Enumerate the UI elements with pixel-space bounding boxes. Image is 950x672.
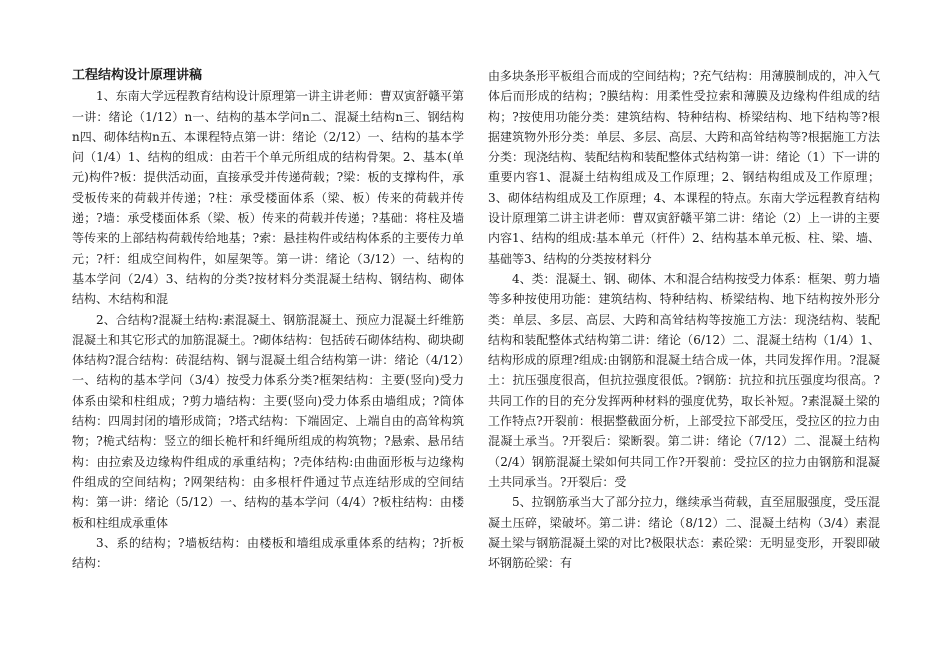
right-column [488,66,880,573]
paragraph-2: 2、合结构?混凝土结构:素混凝土、钢筋混凝土、预应力混凝土纤维筋混凝土和其它形式的加筋混凝土。?砌体结构：包括砖石砌体结构、砌块砌体结构?混合结构：砖混结构、钢与混凝土组合结构第一讲：绪论（4/12）一、结构的基本学问（3/4）按受力体系分类?框架结构：主要(竖向)受力体系由梁和柱组成；?剪力墙结构：主要(竖向)受力体系由墙组成；?筒体结构：四周封闭的墙形成筒；?塔式结构：下端固定、上端自由的高耸构筑物；?桅式结构：竖立的细长桅杆和纤绳所组成的构筑物；?悬索、悬吊结构：由拉索及边缘构件组成的承重结构；?壳体结构:由曲面形板与边缘构件组成的空间结构；?网架结构：由多根杆件通过节点连结形成的空间结构：第一讲：绪论（5/12）一、结构的基本学问（4/4）?板柱结构：由楼板和柱组成承重体 [72,312,464,530]
paragraph-1: 1、东南大学远程教育结构设计原理第一讲主讲老师：曹双寅舒赣平第一讲：绪论（1/12）n一、结构的基本学问n二、混凝土结构n三、钢结构n四、砌体结构n五、本课程特点第一讲：绪论（2/12）一、结构的基本学问（1/4）1、结构的组成：由若干个单元所组成的结构骨架。2、基本(单元)构件?板：提供活动面，直接承受并传递荷载；?梁：板的支撑构件，承受板传来的荷载并传递；?柱：承受楼面体系（梁、板）传来的荷载并传递；?墙：承受楼面体系（梁、板）传来的荷载并传递；?基础：将柱及墙等传来的上部结构荷载传给地基；?索：悬挂构件或结构体系的主要传力单元；?杆：组成空间构件，如屋架等。第一讲：绪论（3/12）一、结构的基本学问（2/4）3、结构的分类?按材料分类混凝土结构、钢结构、砌体结构、木结构和混 [72,89,464,307]
document-title: 工程结构设计原理讲稿 [72,68,203,83]
paragraph-3-continued: 由多块条形平板组合而成的空间结构；?充气结构：用薄膜制成的，冲入气体后而形成的结构；?膜结构：用柔性受拉索和薄膜及边缘构件组成的结构；?按使用功能分类：建筑结构、特种结构、桥梁结构、地下结构等?根据建筑物外形分类：单层、多层、高层、大跨和高耸结构等?根据施工方法分类：现浇结构、装配结构和装配整体式结构第一讲：绪论（1）下一讲的重要内容1、混凝土结构组成及工作原理；2、钢结构组成及工作原理；3、砌体结构组成及工作原理；4、本课程的特点。东南大学远程教育结构设计原理第二讲主讲老师：曹双寅舒赣平第二讲：绪论（2）上一讲的主要内容1、结构的组成:基本单元（杆件）2、结构基本单元板、柱、梁、墙、基础等3、结构的分类按材料分 [488,69,880,266]
paragraph-3: 3、系的结构；?墙板结构：由楼板和墙组成承重体系的结构；?折板结构： [72,535,464,571]
paragraph-5: 5、拉钢筋承当大了部分拉力，继续承当荷载，直至屈服强度，受压混凝土压碎，梁破坏。第二讲：绪论（8/12）二、混凝土结构（3/4）素混凝土梁与钢筋混凝土梁的对比?极限状态：素砼梁：无明显变形，开裂即破坏钢筋砼梁：有 [488,495,880,571]
paragraph-4: 4、类：混凝土、钢、砌体、木和混合结构按受力体系：框架、剪力墙等多种按使用功能：建筑结构、特种结构、桥梁结构、地下结构按外形分类：单层、多层、高层、大跨和高耸结构等按施工方法：现浇结构、装配结构和装配整体式结构第二讲：绪论（6/12）二、混凝土结构（1/4）1、结构形成的原理?组成:由钢筋和混凝土结合成一体，共同发挥作用。?混凝土：抗压强度很高，但抗拉强度很低。?钢筋：抗拉和抗压强度均很高。?共同工作的目的充分发挥两种材料的强度优势，取长补短。?素混凝土梁的工作特点?开裂前：根据整截面分析，上部受拉下部受压，受拉区的拉力由混凝土承当。?开裂后：梁断裂。第二讲：绪论（7/12）二、混凝土结构（2/4）钢筋混凝土梁如何共同工作?开裂前：受拉区的拉力由钢筋和混凝土共同承当。?开裂后：受 [488,271,880,489]
left-column [72,66,464,573]
